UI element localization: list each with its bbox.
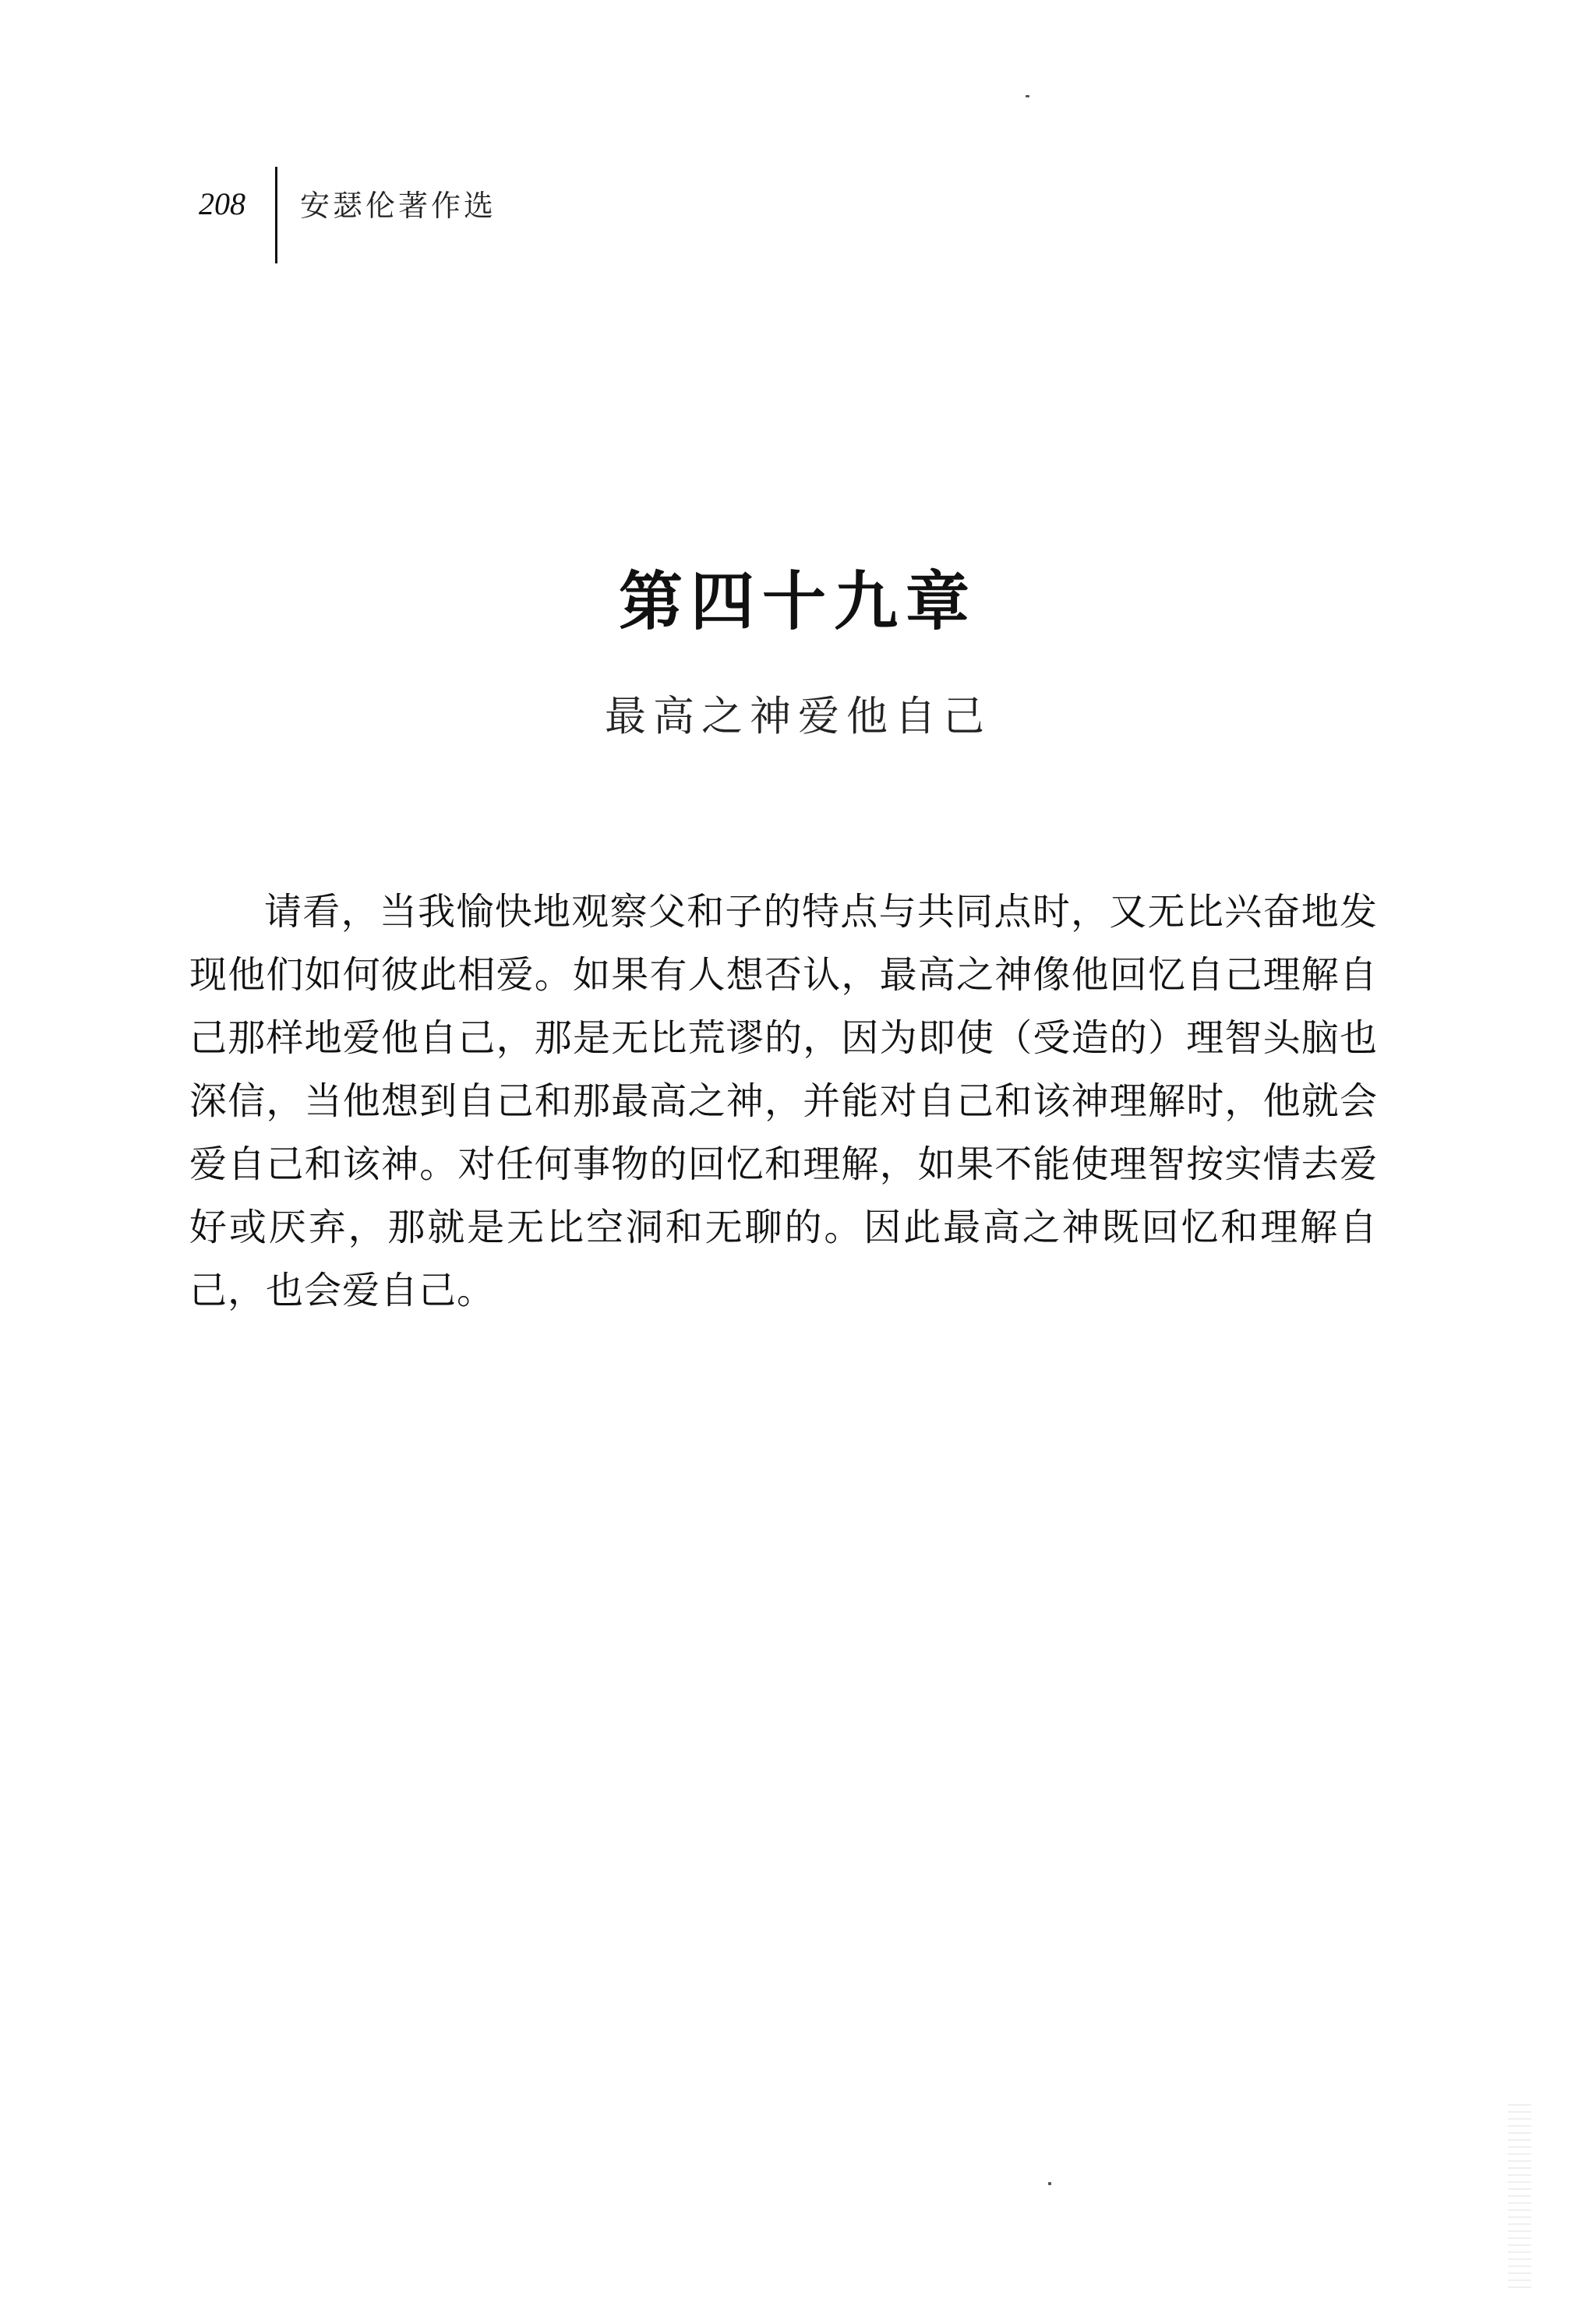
body-paragraph: 请看，当我愉快地观察父和子的特点与共同点时，又无比兴奋地发现他们如何彼此相爱。如果有人想否认，最高之神像他回忆自己理解自己那样地爱他自己，那是无比荒谬的，因为即使（受造的）理智头脑也深信，当他想到自己和那最高之神，并能对自己和该神理解时，他就会爱自己和该神。对任何事物的回忆和理解，如果不能使理智按实情去爱好或厌弃，那就是无比空洞和无聊的。因此最高之神既回忆和理解自己，也会爱自己。 (189, 890, 1378, 1312)
chapter-subtitle: 最高之神爱他自己 (605, 693, 991, 740)
chapter-heading: 第四十九章 (618, 564, 977, 639)
scan-speck (1048, 2182, 1051, 2185)
page-number: 208 (199, 186, 245, 221)
header-divider (275, 167, 277, 263)
book-title: 安瑟伦著作选 (300, 189, 497, 223)
scan-speck (1026, 95, 1029, 97)
scan-edge-noise (1508, 2104, 1531, 2291)
